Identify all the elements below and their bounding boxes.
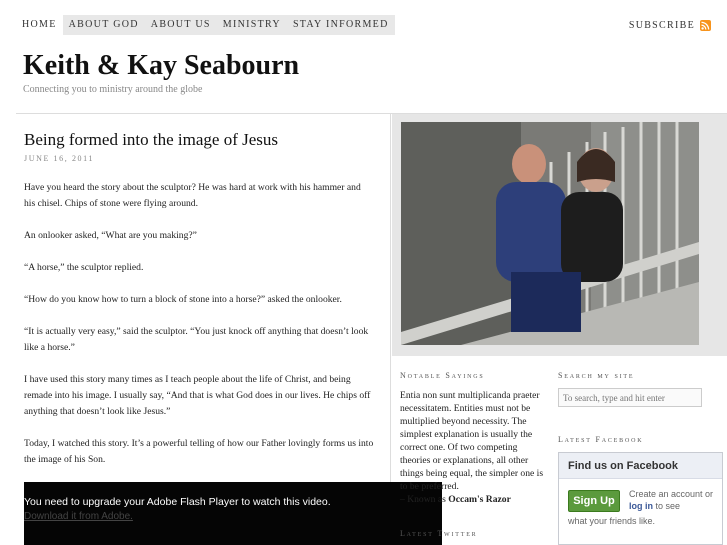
post-body: [24, 180, 374, 484]
subscribe-link[interactable]: [629, 15, 711, 35]
post-paragraph: I have used this story many times as I teach people about the life of Christ, and being remade into his image. I usually say, “And that is what God does in our lives. He chips off anything that doesn’t look like Jesus.”: [24, 374, 371, 417]
latest-twitter-heading: Latest Twitter: [400, 529, 478, 538]
post-paragraph: “It is actually very easy,” said the sculptor. “You just knock off anything that doesn’t look like a horse.”: [24, 326, 369, 353]
site-tagline: Connecting you to ministry around the globe: [23, 84, 203, 95]
nav-about-god[interactable]: ABOUT GOD: [68, 19, 139, 30]
facebook-box-title[interactable]: Find us on Facebook: [559, 453, 722, 479]
facebook-friends-text: what your friends like.: [568, 516, 656, 526]
subscribe-label: SUBSCRIBE: [628, 19, 695, 31]
post-paragraph: “How do you know how to turn a block of stone into a horse?” asked the onlooker.: [24, 294, 342, 305]
facebook-signup-button[interactable]: Sign Up: [568, 490, 620, 512]
nav-stay-informed[interactable]: STAY INFORMED: [292, 19, 389, 30]
facebook-text-a: Create an account or: [629, 489, 714, 499]
nav-group: [63, 15, 395, 35]
sidebar: [392, 114, 727, 545]
post-paragraph: “A horse,” the sculptor replied.: [24, 262, 144, 273]
quote-text: Entia non sunt multiplicanda praeter necessitatem. Entities must not be multiplied beyond necessity. The simplest explanation is usually the correct one. Of two competing theories or explanations, all other things being equal, the simpler one is to be preferred.: [400, 390, 544, 492]
post-paragraph: Have you heard the story about the sculptor? He was hard at work with his hammer and his chisel. Chips of stone were flying around.: [24, 182, 361, 209]
post-paragraph: An onlooker asked, “What are you making?”: [24, 230, 197, 241]
rss-icon: [700, 20, 711, 31]
nav-about-us[interactable]: ABOUT US: [150, 19, 211, 30]
flash-download-link[interactable]: Download it from Adobe.: [24, 511, 133, 522]
featured-photo: [401, 122, 699, 345]
quote-attribution: Occam's Razor: [448, 494, 511, 505]
post-date: JUNE 16, 2011: [24, 154, 95, 163]
main-content: [16, 114, 391, 545]
quote-attribution-prefix: – Known as: [400, 494, 449, 505]
site-title[interactable]: Keith & Kay Seabourn: [23, 50, 300, 81]
latest-facebook-heading: Latest Facebook: [558, 435, 644, 444]
notable-sayings-heading: Notable Sayings: [400, 371, 485, 380]
nav-ministry[interactable]: MINISTRY: [222, 19, 281, 30]
facebook-account-text: [629, 488, 721, 512]
search-input[interactable]: [558, 388, 702, 407]
search-heading: Search my site: [558, 371, 635, 380]
post-paragraph: Today, I watched this story. It’s a powerful telling of how our Father lovingly forms us into the image of his Son.: [24, 438, 374, 465]
flash-message: You need to upgrade your Adobe Flash Player to watch this video.: [24, 496, 331, 508]
featured-photo-frame: [392, 114, 727, 356]
flash-video-placeholder: [24, 482, 442, 545]
top-nav: [16, 15, 395, 35]
nav-home[interactable]: HOME: [16, 15, 63, 35]
notable-saying-quote: [400, 389, 547, 506]
facebook-like-box: [558, 452, 723, 545]
facebook-text-b: to see: [653, 501, 681, 511]
post-title[interactable]: Being formed into the image of Jesus: [24, 130, 279, 149]
facebook-login-link[interactable]: log in: [629, 501, 653, 511]
